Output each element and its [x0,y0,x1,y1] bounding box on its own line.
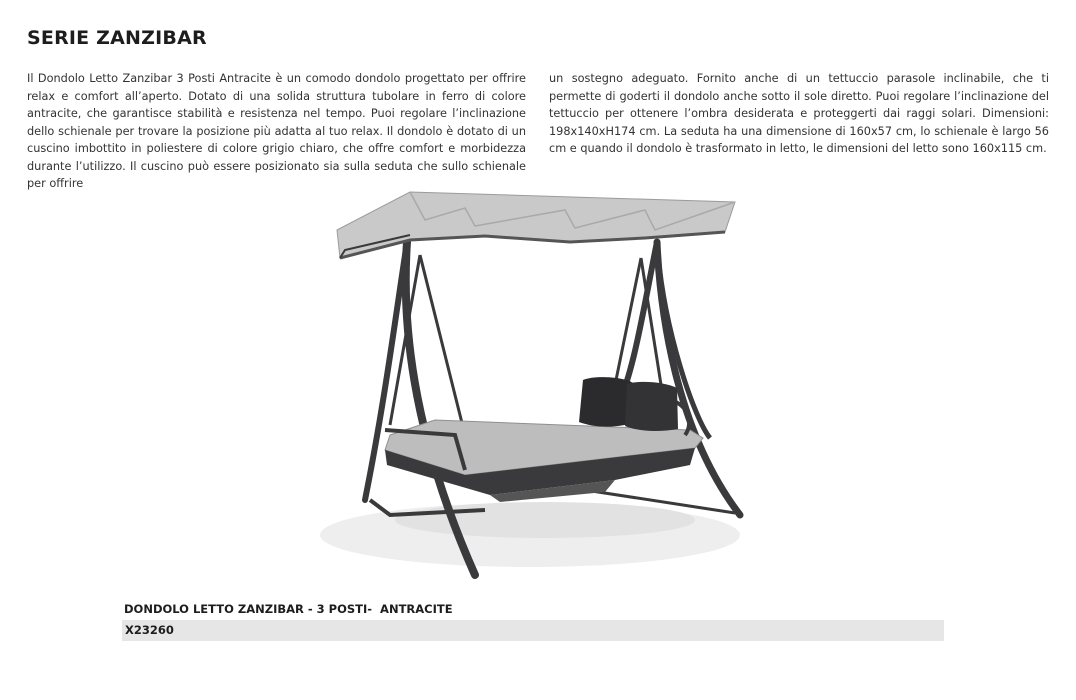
chain-right-back [615,258,641,385]
pillow-right [625,382,678,431]
pillow-left [579,377,633,426]
floor-shadow-inner [395,502,695,538]
product-code: X23260 [125,623,174,637]
product-code-bar [122,620,944,641]
frame-leg-back-right [657,242,740,515]
page-title: SERIE ZANZIBAR [27,27,207,49]
product-image [315,180,755,590]
chain-left-front [420,255,465,435]
description-right: un sostegno adeguato. Fornito anche di un tettuccio parasole inclinabile, che ti permette di goderti il dondolo anche sotto il sole diretto. Puoi regolare l’inclinazione del tettuccio per ottenere l’ombra desiderata e proteggerti dai raggi solari. Dimensioni: 198x140xH174 cm. La seduta ha una dimensione di 160x57 cm, lo schienale è largo 56 cm e quando il dondolo è trasformato in letto, le dimensioni del letto sono 160x115 cm. [549,72,1049,156]
swing-bed-illustration-icon [315,180,755,590]
description-left: Il Dondolo Letto Zanzibar 3 Posti Antracite è un comodo dondolo progettato per offrire relax e comfort all’aperto. Dotato di una solida struttura tubolare in ferro di colore antracite, che garantisce stabilità e resistenza nel tempo. Puoi regolare l’inclinazione dello schienale per trovare la posizione più adatta al tuo relax. Il dondolo è dotato di un cuscino imbottito in poliestere di colore grigio chiaro, che offre comfort e morbidezza durante l’utilizzo. Il cuscino può essere posizionato sia sulla seduta che sullo schienale per offrire [27,72,526,191]
canopy [337,192,735,258]
product-name: DONDOLO LETTO ZANZIBAR - 3 POSTI- ANTRACITE [124,602,453,616]
